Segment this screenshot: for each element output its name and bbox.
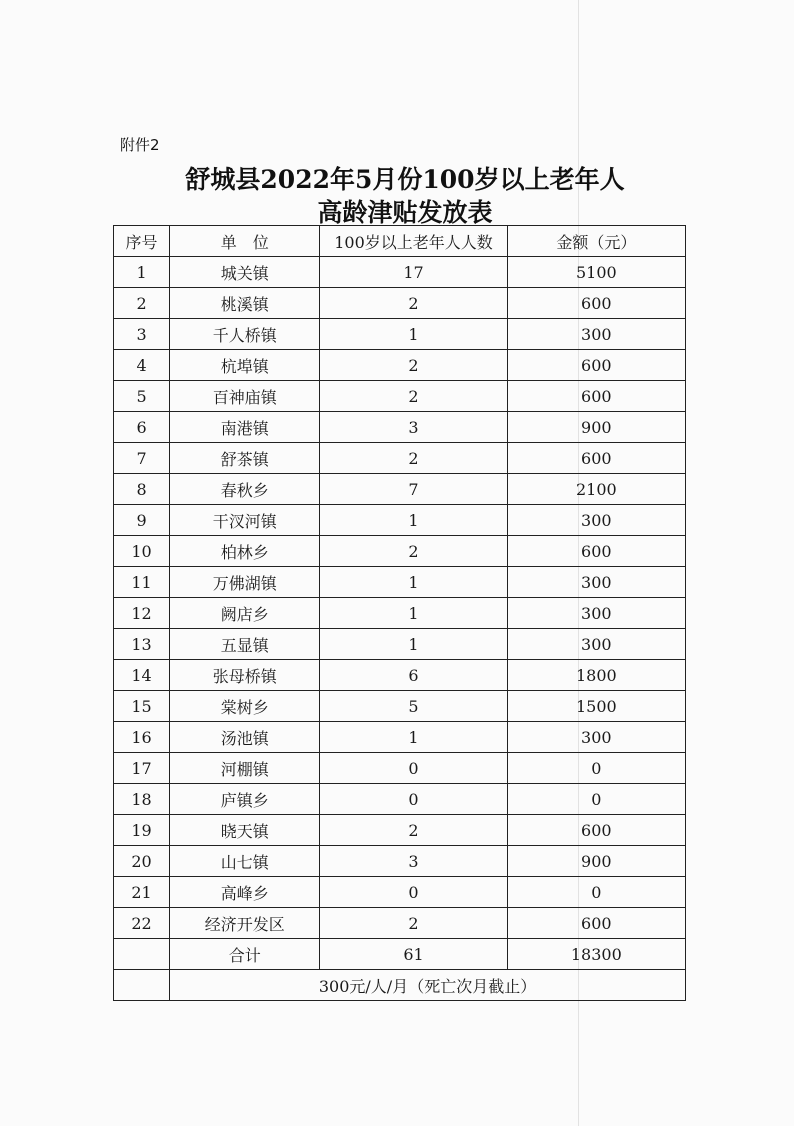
header-seq: 序号	[114, 226, 170, 257]
row-count: 6	[320, 660, 507, 691]
row-amount: 300	[507, 505, 685, 536]
row-amount: 0	[507, 753, 685, 784]
total-amount: 18300	[507, 939, 685, 970]
row-seq: 21	[114, 877, 170, 908]
table-row	[114, 319, 686, 350]
row-amount: 1800	[507, 660, 685, 691]
row-seq: 1	[114, 257, 170, 288]
row-amount: 600	[507, 381, 685, 412]
row-unit: 春秋乡	[170, 474, 320, 505]
row-seq: 8	[114, 474, 170, 505]
row-count: 1	[320, 598, 507, 629]
row-amount: 0	[507, 784, 685, 815]
row-amount: 300	[507, 567, 685, 598]
row-unit: 桃溪镇	[170, 288, 320, 319]
header-unit: 单 位	[170, 226, 320, 257]
row-amount: 1500	[507, 691, 685, 722]
row-amount: 2100	[507, 474, 685, 505]
row-unit: 干汊河镇	[170, 505, 320, 536]
row-count: 2	[320, 443, 507, 474]
row-unit: 经济开发区	[170, 908, 320, 939]
table-row	[114, 381, 686, 412]
header-amount: 金额（元）	[507, 226, 685, 257]
row-unit: 晓天镇	[170, 815, 320, 846]
table-row	[114, 722, 686, 753]
row-unit: 庐镇乡	[170, 784, 320, 815]
row-count: 1	[320, 722, 507, 753]
row-count: 1	[320, 505, 507, 536]
table-row	[114, 350, 686, 381]
row-count: 0	[320, 753, 507, 784]
table-row	[114, 691, 686, 722]
table-body	[114, 257, 686, 939]
header-count: 100岁以上老年人人数	[320, 226, 507, 257]
row-unit: 棠树乡	[170, 691, 320, 722]
row-unit: 万佛湖镇	[170, 567, 320, 598]
row-seq: 19	[114, 815, 170, 846]
row-count: 1	[320, 629, 507, 660]
row-seq: 14	[114, 660, 170, 691]
row-seq: 2	[114, 288, 170, 319]
row-amount: 5100	[507, 257, 685, 288]
row-seq: 15	[114, 691, 170, 722]
row-unit: 百神庙镇	[170, 381, 320, 412]
table-row	[114, 629, 686, 660]
row-seq: 6	[114, 412, 170, 443]
row-unit: 千人桥镇	[170, 319, 320, 350]
attachment-label: 附件2	[120, 136, 160, 154]
row-count: 2	[320, 908, 507, 939]
table-row	[114, 846, 686, 877]
table-row	[114, 288, 686, 319]
row-seq: 11	[114, 567, 170, 598]
table-row	[114, 474, 686, 505]
table-row	[114, 753, 686, 784]
row-seq: 12	[114, 598, 170, 629]
row-unit: 汤池镇	[170, 722, 320, 753]
table-row	[114, 567, 686, 598]
row-seq: 7	[114, 443, 170, 474]
row-unit: 南港镇	[170, 412, 320, 443]
row-count: 1	[320, 319, 507, 350]
row-count: 2	[320, 350, 507, 381]
row-amount: 600	[507, 536, 685, 567]
total-count: 61	[320, 939, 507, 970]
row-unit: 五显镇	[170, 629, 320, 660]
table-row	[114, 877, 686, 908]
row-seq: 16	[114, 722, 170, 753]
row-count: 0	[320, 784, 507, 815]
row-count: 0	[320, 877, 507, 908]
row-unit: 山七镇	[170, 846, 320, 877]
table-row	[114, 257, 686, 288]
table-row	[114, 908, 686, 939]
row-unit: 高峰乡	[170, 877, 320, 908]
row-seq: 9	[114, 505, 170, 536]
row-amount: 300	[507, 629, 685, 660]
table-row	[114, 505, 686, 536]
note-row	[114, 970, 686, 1001]
row-seq: 3	[114, 319, 170, 350]
row-amount: 600	[507, 350, 685, 381]
row-unit: 城关镇	[170, 257, 320, 288]
row-seq: 5	[114, 381, 170, 412]
total-seq-cell	[114, 939, 170, 970]
table-row	[114, 598, 686, 629]
row-amount: 600	[507, 443, 685, 474]
row-count: 2	[320, 381, 507, 412]
row-count: 2	[320, 288, 507, 319]
row-count: 7	[320, 474, 507, 505]
table-row	[114, 784, 686, 815]
row-count: 3	[320, 412, 507, 443]
row-seq: 18	[114, 784, 170, 815]
subsidy-table	[113, 225, 686, 1001]
row-unit: 张母桥镇	[170, 660, 320, 691]
row-amount: 600	[507, 908, 685, 939]
row-amount: 900	[507, 846, 685, 877]
row-count: 2	[320, 536, 507, 567]
table-row	[114, 443, 686, 474]
row-count: 3	[320, 846, 507, 877]
table-note: 300元/人/月（死亡次月截止）	[170, 970, 686, 1001]
total-label: 合计	[170, 939, 320, 970]
page-title-line1: 舒城县2022年5月份100岁以上老年人	[185, 165, 625, 194]
row-count: 17	[320, 257, 507, 288]
row-seq: 20	[114, 846, 170, 877]
page-title-line2: 高龄津贴发放表	[317, 198, 493, 227]
table-header-row	[114, 226, 686, 257]
row-unit: 河棚镇	[170, 753, 320, 784]
row-amount: 0	[507, 877, 685, 908]
row-amount: 300	[507, 598, 685, 629]
row-amount: 600	[507, 815, 685, 846]
row-seq: 22	[114, 908, 170, 939]
table-row	[114, 660, 686, 691]
row-unit: 舒茶镇	[170, 443, 320, 474]
row-amount: 600	[507, 288, 685, 319]
row-seq: 4	[114, 350, 170, 381]
row-amount: 900	[507, 412, 685, 443]
row-unit: 阙店乡	[170, 598, 320, 629]
row-seq: 17	[114, 753, 170, 784]
row-unit: 杭埠镇	[170, 350, 320, 381]
table-row	[114, 536, 686, 567]
row-count: 5	[320, 691, 507, 722]
row-amount: 300	[507, 319, 685, 350]
row-count: 2	[320, 815, 507, 846]
total-row	[114, 939, 686, 970]
table-row	[114, 815, 686, 846]
row-seq: 10	[114, 536, 170, 567]
row-seq: 13	[114, 629, 170, 660]
row-count: 1	[320, 567, 507, 598]
table-row	[114, 412, 686, 443]
row-unit: 柏林乡	[170, 536, 320, 567]
row-amount: 300	[507, 722, 685, 753]
note-seq-cell	[114, 970, 170, 1001]
